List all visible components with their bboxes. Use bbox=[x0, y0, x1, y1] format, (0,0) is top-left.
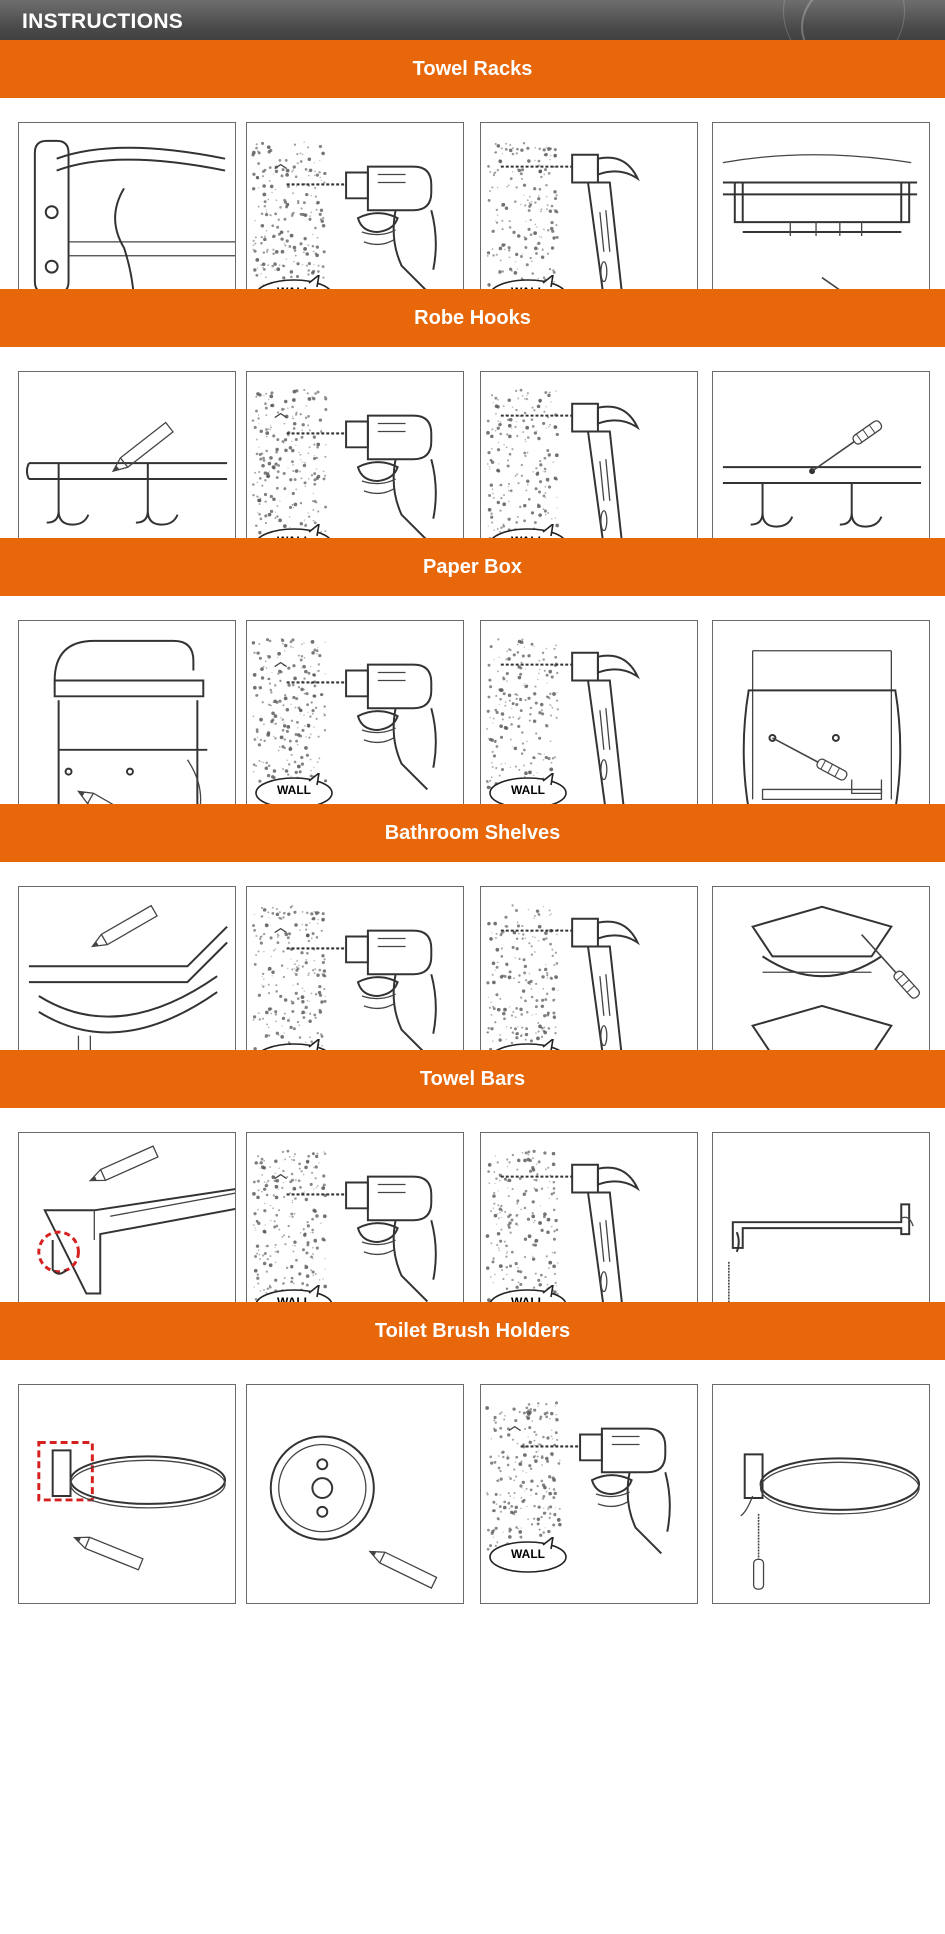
mark-holder-icon bbox=[19, 1385, 235, 1603]
page-title: INSTRUCTIONS bbox=[22, 10, 184, 33]
section-title: Towel Racks bbox=[0, 40, 945, 98]
wall-label: WALL bbox=[511, 783, 545, 797]
step-illustration-mark-holder bbox=[18, 1384, 236, 1604]
section-title: Bathroom Shelves bbox=[0, 804, 945, 862]
step-illustration-screw-holder bbox=[712, 1384, 930, 1604]
wall-callout bbox=[487, 1537, 569, 1575]
step-illustration-drill bbox=[480, 1384, 698, 1604]
section-title: Towel Bars bbox=[0, 1050, 945, 1108]
section-title: Paper Box bbox=[0, 538, 945, 596]
mount-plate-icon bbox=[247, 1385, 463, 1603]
wall-label: WALL bbox=[277, 783, 311, 797]
wall-label: WALL bbox=[511, 1547, 545, 1561]
section-title: Toilet Brush Holders bbox=[0, 1302, 945, 1360]
screw-holder-icon bbox=[713, 1385, 929, 1603]
step-illustration-mount-plate bbox=[246, 1384, 464, 1604]
section-title: Robe Hooks bbox=[0, 289, 945, 347]
